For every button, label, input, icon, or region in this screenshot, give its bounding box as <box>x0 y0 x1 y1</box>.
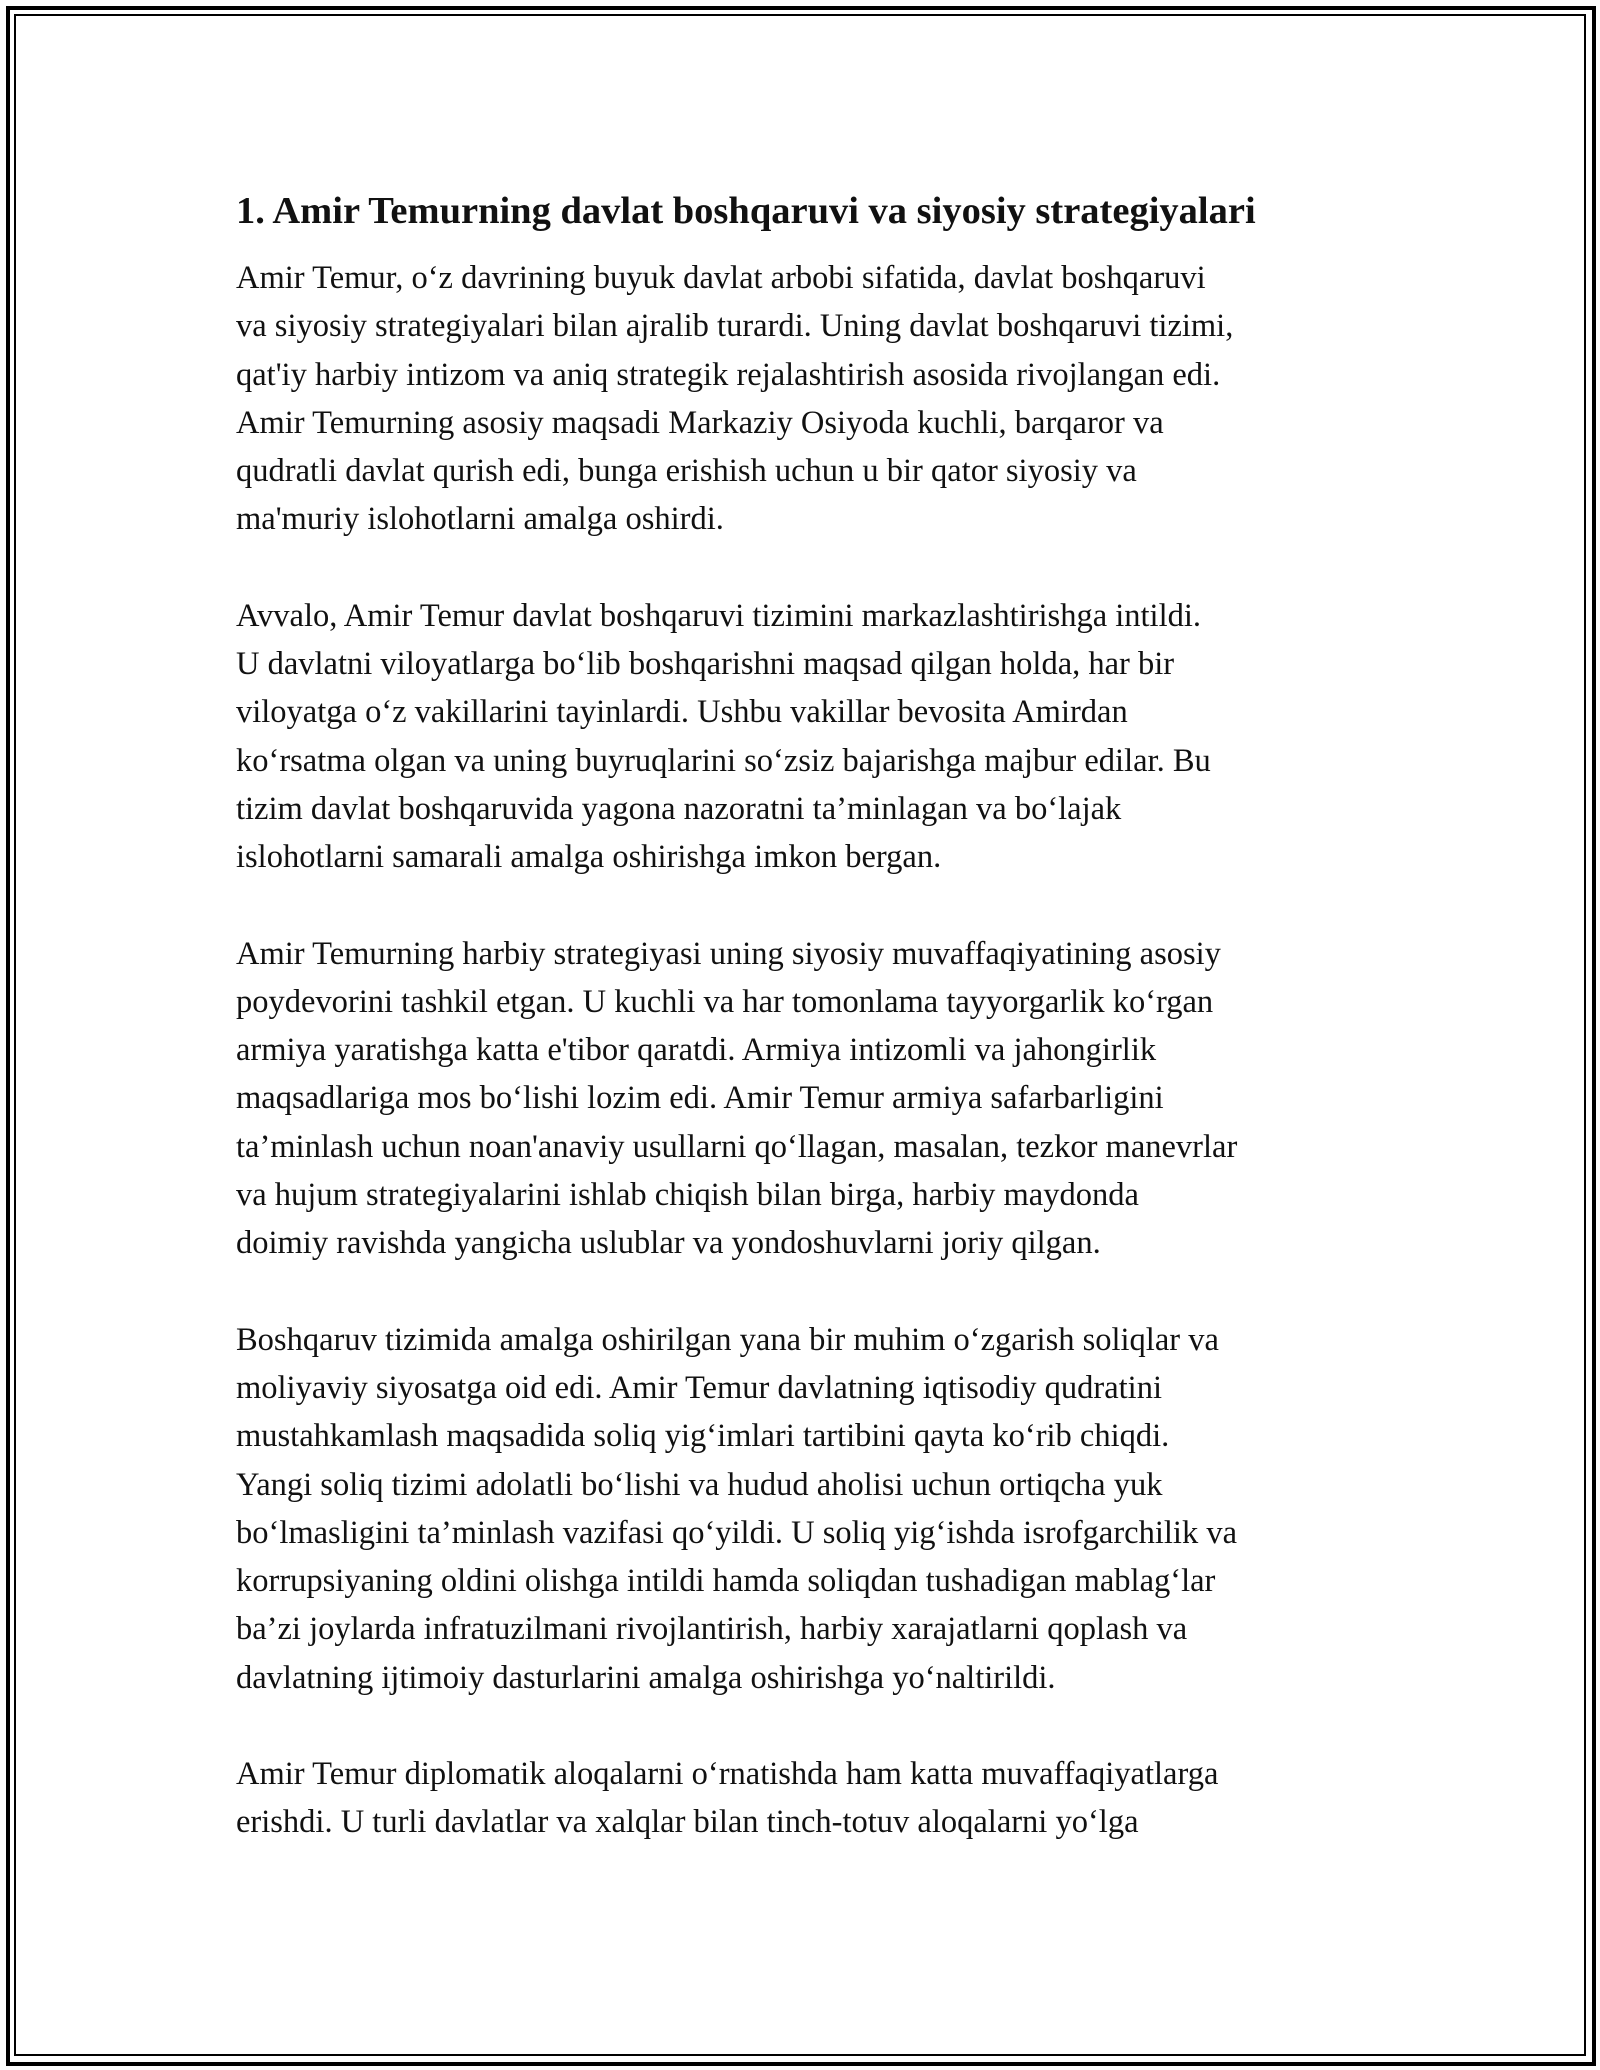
text-line: Amir Temur diplomatik aloqalarni o‘rnatishda ham katta muvaffaqiyatlarga <box>236 1756 1219 1793</box>
text-line: ta’minlash uchun noan'anaviy usullarni qo‘llagan, masalan, tezkor manevrlar <box>236 1128 1238 1165</box>
text-line: qat'iy harbiy intizom va aniq strategik rejalashtirish asosida rivojlangan edi. <box>236 356 1221 393</box>
text-line: Amir Temur, o‘z davrining buyuk davlat arbobi sifatida, davlat boshqaruvi <box>236 260 1206 296</box>
paragraph-2 <box>236 592 1376 882</box>
paragraph-1 <box>236 254 1376 544</box>
text-line: islohotlarni samarali amalga oshirishga imkon bergan. <box>236 839 942 876</box>
text-line: davlatning ijtimoiy dasturlarini amalga oshirishga yo‘naltirildi. <box>236 1659 1056 1696</box>
text-line: doimiy ravishda yangicha uslublar va yondoshuvlarni joriy qilgan. <box>236 1225 1101 1262</box>
text-line: viloyatga o‘z vakillarini tayinlardi. Ushbu vakillar bevosita Amirdan <box>236 694 1128 731</box>
text-line: va hujum strategiyalarini ishlab chiqish bilan birga, harbiy maydonda <box>236 1177 1139 1214</box>
text-line: Avvalo, Amir Temur davlat boshqaruvi tizimini markazlashtirishga intildi. <box>236 597 1202 634</box>
text-line: maqsadlariga mos bo‘lishi lozim edi. Amir Temur armiya safarbarligini <box>236 1080 1164 1117</box>
document-body <box>236 186 1376 1895</box>
text-line: bo‘lmasligini ta’minlash vazifasi qo‘yildi. U soliq yig‘ishda isrofgarchilik va <box>236 1514 1237 1551</box>
section-heading: 1. Amir Temurning davlat boshqaruvi va siyosiy strategiyalari <box>236 190 1256 232</box>
text-line: ko‘rsatma olgan va uning buyruqlarini so‘zsiz bajarishga majbur edilar. Bu <box>236 742 1211 779</box>
text-line: armiya yaratishga katta e'tibor qaratdi. Armiya intizomli va jahongirlik <box>236 1032 1157 1069</box>
text-line: mustahkamlash maqsadida soliq yig‘imlari tartibini qayta ko‘rib chiqdi. <box>236 1418 1170 1455</box>
text-line: poydevorini tashkil etgan. U kuchli va har tomonlama tayyorgarlik ko‘rgan <box>236 983 1214 1020</box>
paragraph-5 <box>236 1750 1376 1847</box>
paragraph-4 <box>236 1316 1376 1702</box>
text-line: Amir Temurning harbiy strategiyasi uning siyosiy muvaffaqiyatining asosiy <box>236 935 1221 972</box>
text-line: Amir Temurning asosiy maqsadi Markaziy Osiyoda kuchli, barqaror va <box>236 404 1164 441</box>
text-line: moliyaviy siyosatga oid edi. Amir Temur davlatning iqtisodiy qudratini <box>236 1369 1162 1406</box>
text-line: U davlatni viloyatlarga bo‘lib boshqarishni maqsad qilgan holda, har bir <box>236 646 1175 683</box>
text-line: Yangi soliq tizimi adolatli bo‘lishi va hudud aholisi uchun ortiqcha yuk <box>236 1466 1163 1503</box>
text-line: ba’zi joylarda infratuzilmani rivojlantirish, harbiy xarajatlarni qoplash va <box>236 1611 1188 1648</box>
paragraph-3 <box>236 930 1376 1268</box>
text-line: qudratli davlat qurish edi, bunga erishish uchun u bir qator siyosiy va <box>236 453 1137 490</box>
text-line: tizim davlat boshqaruvida yagona nazoratni ta’minlagan va bo‘lajak <box>236 790 1122 827</box>
text-line: erishdi. U turli davlatlar va xalqlar bilan tinch-totuv aloqalarni yo‘lga <box>236 1804 1139 1841</box>
text-line: va siyosiy strategiyalari bilan ajralib turardi. Uning davlat boshqaruvi tizimi, <box>236 308 1234 345</box>
text-line: ma'muriy islohotlarni amalga oshirdi. <box>236 501 724 538</box>
text-line: Boshqaruv tizimida amalga oshirilgan yana bir muhim o‘zgarish soliqlar va <box>236 1321 1219 1358</box>
text-line: korrupsiyaning oldini olishga intildi hamda soliqdan tushadigan mablag‘lar <box>236 1563 1216 1600</box>
